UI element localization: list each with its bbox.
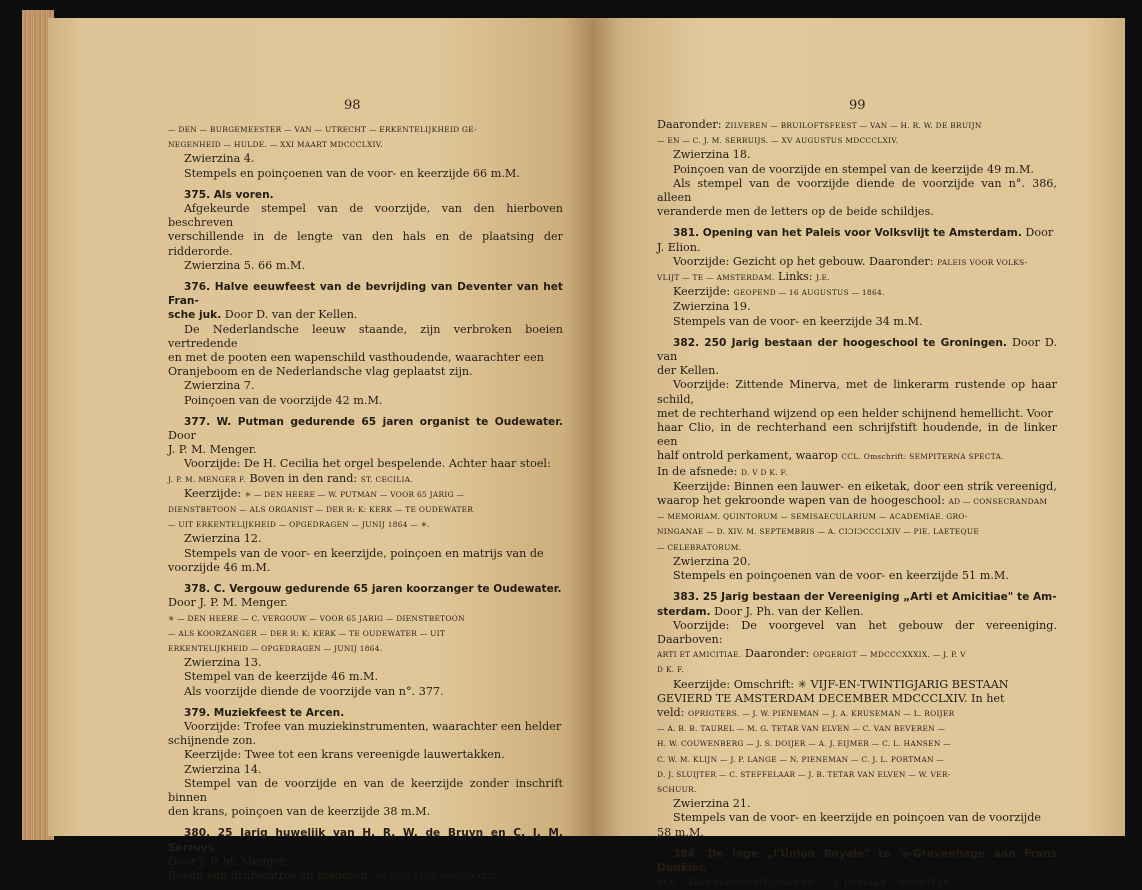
entry-heading xyxy=(657,590,1057,604)
text-line: Voorzijde: De voorgevel van het gebouw der vereeniging. Daarboven: xyxy=(657,618,1057,646)
entry-number: 376. xyxy=(184,281,211,294)
entry-heading xyxy=(168,582,563,596)
text-line: Keerzijde: Omschrift: ✳ VIJF-EN-TWINTIGJARIG BESTAAN xyxy=(673,677,1009,691)
text-line xyxy=(657,449,1057,464)
text-run: Daaronder: xyxy=(657,118,726,131)
text-line: voorzijde 46 m.M. xyxy=(168,560,271,574)
entry-number: 377. xyxy=(184,415,211,428)
entry-heading xyxy=(168,826,563,854)
text-line: Keerzijde: Binnen een lauwer- en eiketak, door een strik vereenigd, xyxy=(673,479,1057,493)
inscription: C. W. M. KLIJN — J. P. LANGE — N. PIENEMAN — C. J. L. PORTMAN — xyxy=(657,754,945,764)
inscription: OPRIGTERS. — J. W. PIENEMAN — J. A. KRUSEMAN — L. ROIJER xyxy=(688,708,955,718)
text-line: 58 m.M. xyxy=(657,825,704,839)
entry-number: 382. xyxy=(673,336,700,349)
paragraph-gap xyxy=(657,583,1057,590)
inscription: J.E. xyxy=(816,273,830,283)
paragraph-gap xyxy=(168,408,563,415)
inscription: ✳ — DEN HEERE — W. PUTMAN — VOOR 65 JARIG — xyxy=(244,489,465,499)
inscription-line xyxy=(657,721,1057,736)
entry-number: 379. xyxy=(184,706,211,719)
text-line: Stempel van de voorzijde en van de keerzijde zonder inschrift binnen xyxy=(168,776,563,804)
inscription: — EN — C. J. M. SERRUIJS. — XV AUGUSTUS MDCCCLXIV. xyxy=(657,136,899,146)
entry-title-rest: Door xyxy=(1021,226,1054,240)
entry-number: 381. xyxy=(673,227,700,240)
entry-heading xyxy=(657,847,1057,875)
right-page xyxy=(595,18,1125,888)
text-line: Zwierzina 4. xyxy=(184,152,255,166)
inscription: VLIJT — TE — AMSTERDAM. xyxy=(657,273,775,283)
entry-number: 380. xyxy=(184,827,211,840)
paragraph-gap xyxy=(657,329,1057,336)
text-line: J. P. M. Menger. xyxy=(168,443,257,457)
inscription: — CELEBRATORUM. xyxy=(657,542,742,552)
text-line: Door J. P. M. Menger. xyxy=(168,596,288,610)
entry-title-rest: Door D. van der Kellen. xyxy=(221,308,358,322)
text-line: Zwierzina 19. xyxy=(673,300,751,314)
inscription-line xyxy=(657,662,1057,677)
entry-title: Halve eeuwfeest van de bevrijding van Deventer van het Fran- xyxy=(168,281,563,308)
text-line: veranderde men de letters op de beide schildjes. xyxy=(657,205,934,219)
inscription: NEGENHEID — HULDE. — XXI MAART MDCCCLXIV. xyxy=(168,140,383,150)
paragraph-gap xyxy=(168,273,563,280)
text-run: half ontrold perkament, waarop xyxy=(657,449,842,463)
entry-heading xyxy=(168,308,563,322)
text-line: Zwierzina 21. xyxy=(673,797,751,811)
inscription-line xyxy=(168,517,563,532)
text-line: verschillende in de lengte van den hals en de plaatsing der ridderorde. xyxy=(168,230,563,258)
text-line: Zwierzina 5. 66 m.M. xyxy=(184,258,305,272)
text-line: Zwierzina 7. xyxy=(184,379,255,393)
text-line: Zwierzina 18. xyxy=(673,148,751,162)
text-line xyxy=(657,706,1057,721)
entry-title: 250 Jarig bestaan der hoogeschool te Groningen. xyxy=(704,336,1007,349)
inscription: — MEMORIAM. QUINTORUM — SEMISAECULARIUM — ACADEMIAE. GRO- xyxy=(657,512,968,522)
inscription: NINGANAE — D. XIV. M. SEPTEMBRIS — A. CIƆIƆCCCLXIV — PIE. LAETEQUE xyxy=(657,527,980,537)
inscription: D. V D K. F. xyxy=(741,467,788,477)
inscription-line xyxy=(168,611,563,626)
text-run: Boven in den rand: xyxy=(245,471,361,485)
text-line: Stempels van de voor- en keerzijde, poinçoen en matrijs van de xyxy=(184,546,544,560)
entry-title: 25 Jarig huwelijk van H. R. W. de Bruyn en C. J. M. Serruys. xyxy=(168,827,563,854)
inscription: CCL. Omschrift: SEMPITERNA SPECTA. xyxy=(841,452,1004,462)
entry-title: Muziekfeest te Arcen. xyxy=(213,706,345,719)
entry-title: W. Putman gedurende 65 jaren organist te Oudewater. xyxy=(216,415,563,428)
inscription: ST. CECILIA. xyxy=(360,474,414,484)
text-line: Oranjeboom en de Nederlandsche vlag geplaatst zijn. xyxy=(168,365,473,379)
inscription: — DEN — BURGEMEESTER — VAN — UTRECHT — ERKENTELIJKHEID GE- xyxy=(168,125,477,134)
text-line: den krans, poinçoen van de keerzijde 38 m.M. xyxy=(168,805,431,819)
text-line xyxy=(657,285,1057,300)
inscription: — UIT ERKENTELIJKHEID — OPGEDRAGEN — JUNIJ 1864 — ✳. xyxy=(168,520,430,530)
inscription-line xyxy=(168,122,563,137)
text-line xyxy=(657,118,1057,133)
text-line xyxy=(657,255,1057,270)
inscription: J. P. M. MENGER F. xyxy=(168,474,246,484)
inscription: D. J. SLUIJTER — C. STEFFELAAR — J. B. TETAR VAN ELVEN — W. VER- xyxy=(657,769,951,779)
text-run: Keerzijde: xyxy=(673,285,734,299)
left-page xyxy=(48,18,596,882)
text-line: Voorzijde: Trofee van muziekinstrumenten, waarachter een helder xyxy=(184,719,562,733)
inscription-line xyxy=(657,540,1057,555)
text-line: Stempels en poinçoenen van de voor- en keerzijde 66 m.M. xyxy=(184,166,520,180)
text-run: Voorzijde: Gezicht op het gebouw. Daaronder: xyxy=(673,254,938,268)
inscription: ERKENTELIJKHEID — OPGEDRAGEN — JUNIJ 1864. xyxy=(168,643,383,653)
inscription-line xyxy=(657,736,1057,751)
entry-title: C. Vergouw gedurende 65 jaren koorzanger te Oudewater. xyxy=(213,583,562,596)
book-spread xyxy=(22,10,1132,888)
text-line xyxy=(657,465,1057,480)
inscription-line xyxy=(168,137,563,152)
entry-title-rest: Door xyxy=(168,429,196,443)
text-line: en met de pooten een wapenschild vasthoudende, waarachter een xyxy=(168,351,544,365)
inscription: D K. F. xyxy=(657,665,684,675)
text-line: Als stempel van de voorzijde diende de voorzijde van n°. 386, alleen xyxy=(657,176,1057,205)
text-line xyxy=(657,494,1057,509)
text-line: der Kellen. xyxy=(657,364,719,378)
inscription-line xyxy=(657,133,1057,148)
text-line: GEVIERD TE AMSTERDAM DECEMBER MDCCCLXIV. In het xyxy=(657,691,1005,705)
inscription: SCHUUR. xyxy=(657,784,697,794)
text-line xyxy=(168,869,563,884)
entry-heading xyxy=(657,226,1057,240)
inscription: — ALS KOORZANGER — DER R: K: KERK — TE OUDEWATER — UIT xyxy=(168,628,446,638)
text-line: Zwierzina 12. xyxy=(184,532,262,546)
text-line: Stempel van de keerzijde 46 m.M. xyxy=(184,670,379,684)
text-line: Stempels van de voor- en keerzijde 34 m.M. xyxy=(673,314,923,328)
text-line: De Nederlandsche leeuw staande, zijn verbroken boeien vertredende xyxy=(168,322,563,350)
text-line: Voorzijde: Zittende Minerva, met de linkerarm rustende op haar schild, xyxy=(657,378,1057,406)
inscription-line xyxy=(657,875,1057,890)
text-line: Stempels van de voor- en keerzijde en poinçoen van de voorzijde xyxy=(673,811,1042,825)
paragraph-gap xyxy=(657,219,1057,226)
text-line: Keerzijde: Twee tot een krans vereenigde lauwertakken. xyxy=(184,748,505,762)
text-line: Als voorzijde diende de voorzijde van n°. 377. xyxy=(184,684,444,698)
entry-heading xyxy=(168,706,563,720)
entry-title-rest: Door J. Ph. van der Kellen. xyxy=(710,604,864,618)
text-run: Daaronder: xyxy=(741,647,813,661)
text-run: Boven een druiventros en bladeren: xyxy=(168,868,376,882)
inscription-line xyxy=(657,509,1057,524)
text-line: Poinçoen van de voorzijde 42 m.M. xyxy=(184,393,383,407)
paragraph-gap xyxy=(657,840,1057,847)
entry-title: 25 Jarig bestaan der Vereeniging „Arti et Amicitiae" te Am- xyxy=(702,591,1057,604)
text-line: Afgekeurde stempel van de voorzijde, van den hierboven beschreven xyxy=(168,202,563,230)
text-run: waarop het gekroonde wapen van de hoogeschool: xyxy=(657,494,949,508)
text-run: veld: xyxy=(657,705,689,719)
entry-title: sche juk. xyxy=(168,309,222,322)
entry-heading xyxy=(168,280,563,308)
inscription-line xyxy=(657,524,1057,539)
text-line: Poinçoen van de voorzijde en stempel van de keerzijde 49 m.M. xyxy=(673,162,1034,176)
text-line: Zwierzina 14. xyxy=(184,762,262,776)
inscription: OPGERIGT — MDCCCXXXIX. — J. P. V xyxy=(813,650,966,660)
entry-title-rest: Door D. van xyxy=(657,335,1058,364)
inscription: — A. B. B. TAUREL — M. G. TETAR VAN ELVEN — C. VAN BEVEREN — xyxy=(657,724,946,734)
inscription-line xyxy=(168,502,563,517)
inscription-line xyxy=(168,641,563,656)
paragraph-gap xyxy=(168,699,563,706)
entry-title: sterdam. xyxy=(657,605,711,618)
entry-heading xyxy=(168,415,563,443)
paragraph-gap xyxy=(168,819,563,826)
entry-number: 384. xyxy=(673,847,700,860)
entry-heading xyxy=(168,188,563,202)
text-line xyxy=(657,647,1057,662)
entry-title: De loge „l'Union Royale" te 's-Gravenhage aan Frans Dunkler. xyxy=(657,847,1057,874)
inscription: AD — CONSECRANDAM xyxy=(948,497,1048,507)
text-line: Door J. P. M. Menger. xyxy=(168,854,288,868)
entry-title: Als voren. xyxy=(213,188,274,201)
text-line: Stempels en poinçoenen van de voor- en keerzijde 51 m.M. xyxy=(673,569,1009,583)
inscription: ARTI ET AMICITIAE. xyxy=(657,650,742,660)
right-page-text xyxy=(657,118,1057,890)
inscription: XV AUGUSTUS MDCCCXXXIX. xyxy=(375,871,500,881)
entry-number: 375. xyxy=(184,188,211,201)
entry-title: Opening van het Paleis voor Volksvlijt te Amsterdam. xyxy=(702,227,1022,240)
inscription-line xyxy=(657,767,1057,782)
inscription: GEOPEND — 16 AUGUSTUS — 1864. xyxy=(733,288,885,298)
inscription: DIENSTBETOON — ALS ORGANIST — DER R: K: KERK — TE OUDEWATER xyxy=(168,505,474,515)
inscription-line xyxy=(657,752,1057,767)
page-number-left: 98 xyxy=(344,98,361,113)
inscription-line xyxy=(168,626,563,641)
text-line: haar Clio, in de rechterhand een schrijfstift houdende, in de linker een xyxy=(657,421,1057,449)
text-line: schijnende zon. xyxy=(168,734,257,748)
text-line xyxy=(168,487,563,502)
text-line xyxy=(657,270,1057,285)
inscription: ZILVEREN — BRUILOFTSFEEST — VAN — H. R. W. DE BRUIJN xyxy=(725,121,982,130)
text-line: J. Elion. xyxy=(657,240,701,254)
text-line: Zwierzina 13. xyxy=(184,656,262,670)
text-line: met de rechterhand wijzend op een helder schijnend hemellicht. Voor xyxy=(657,406,1053,420)
entry-heading xyxy=(657,605,1057,619)
text-line xyxy=(168,472,563,487)
text-run: Links: xyxy=(774,270,817,284)
inscription: ✳ — DEN HEERE — C. VERGOUW — VOOR 65 JARIG — DIENSTBETOON xyxy=(168,613,465,623)
paragraph-gap xyxy=(168,181,563,188)
page-number-right: 99 xyxy=(849,98,866,113)
entry-number: 383. xyxy=(673,591,700,604)
inscription: H. W. COUWENBERG — J. S. DOIJER — A. J. EIJMER — C. L. HANSEN — xyxy=(657,739,951,749)
inscription: DEN — ZEER VERDIENSTELIJKEN BR ∴ — F. DUNKLER — DIRECTEUR xyxy=(657,878,950,888)
left-page-text xyxy=(168,122,563,884)
entry-heading xyxy=(657,336,1057,364)
inscription: PALEIS VOOR VOLKS- xyxy=(937,257,1028,267)
text-line: Zwierzina 20. xyxy=(673,554,751,568)
paragraph-gap xyxy=(168,575,563,582)
text-line: Voorzijde: De H. Cecilia het orgel bespelende. Achter haar stoel: xyxy=(184,457,551,471)
text-run: Keerzijde: xyxy=(184,486,245,500)
entry-number: 378. xyxy=(184,583,211,596)
inscription-line xyxy=(657,782,1057,797)
text-run: In de afsnede: xyxy=(657,464,742,478)
